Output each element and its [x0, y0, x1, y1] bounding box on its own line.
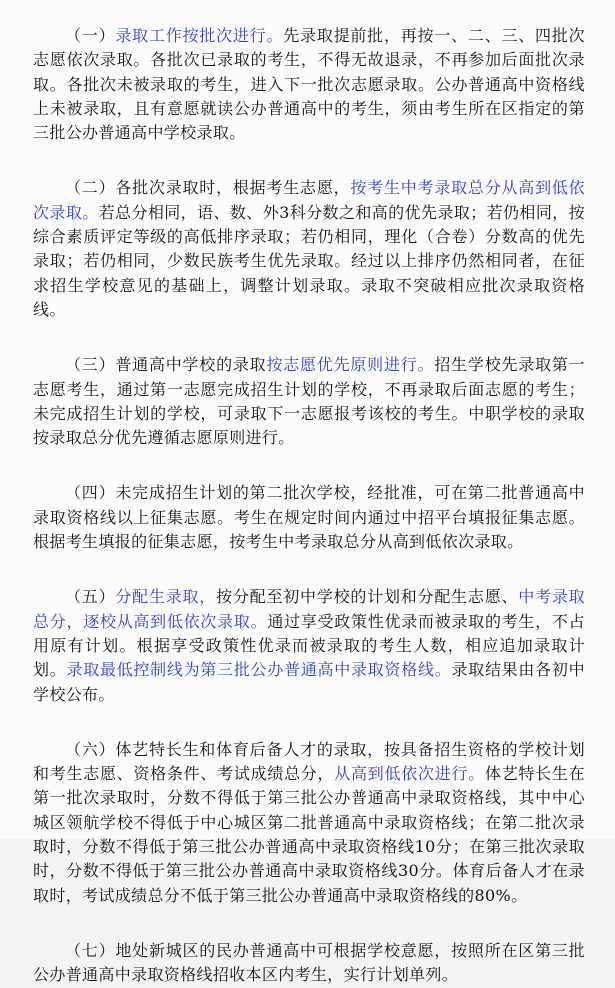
paragraph-3-highlight-1: 按志愿优先原则进行。 — [266, 355, 435, 375]
paragraph-5-highlight-3: 录取最低控制线为第三批公办普通高中录取资格线。 — [66, 660, 452, 680]
paragraph-5-highlight-1: 分配生录取， — [115, 587, 217, 607]
paragraph-4 — [33, 481, 585, 554]
paragraph-6 — [33, 738, 585, 908]
paragraph-5 — [33, 585, 585, 706]
paragraph-3-segment-1: （三）普通高中学校的录取 — [65, 355, 267, 375]
paragraph-1 — [33, 24, 585, 145]
paragraph-7-segment-1: （七）地处新城区的民办普通高中可根据学校意愿，按照所在区第三批公办普通高中录取资格线招收本区内考生，实行计划单列。 — [33, 940, 585, 985]
paragraph-1-segment-3: 先录取提前批，再按一、二、三、四批次志愿依次录取。各批次已录取的考生，不得无故退录，不再参加后面批次录取。各批次未被录取的考生，进入下一批次志愿录取。公办普通高中资格线上未被录取，且有意愿就读公办普通高中的考生，须由考生所在区指定的第三批公办普通高中学校录取。 — [33, 26, 585, 143]
paragraph-7 — [33, 939, 585, 988]
paragraph-2 — [33, 176, 585, 322]
paragraph-5-highlight-2: 中考录取总分，逐校从高到低依次录取。 — [33, 587, 585, 631]
paragraph-3 — [33, 353, 585, 450]
paragraph-6-segment-3: 体艺特长生在第一批次录取时，分数不得低于第三批公办普通高中录取资格线，其中中心城区领航学校不得低于中心城区第二批普通高中录取资格线；在第二批次录取时，分数不得低于第三批公办普通高中录取资格线10分；在第三批次录取时，分数不得低于第三批公办普通高中录取资格线30分。体育后备人才在录取时，考试成绩总分不低于第三批公办普通高中录取资格线的80%。 — [33, 764, 585, 905]
paragraph-5-segment-3: 按分配至初中学校的计划和分配生志愿、 — [216, 587, 519, 607]
paragraph-3-segment-3: 招生学校先录取第一志愿考生，通过第一志愿完成招生计划的学校，不再录取后面志愿的考生；未完成招生计划的学校，可录取下一志愿报考该校的考生。中职学校的录取按录取总分优先遵循志愿原则进行。 — [33, 355, 585, 448]
paragraph-6-highlight-1: 从高到低依次进行。 — [334, 764, 485, 784]
paragraph-2-segment-3: 若总分相同，语、数、外3科分数之和高的优先录取；若仍相同，按综合素质评定等级的高低排序录取；若仍相同，理化（合卷）分数高的优先录取；若仍相同，少数民族考生优先录取。经过以上排序仍然相同者，在征求招生学校意见的基础上，调整计划录取。录取不突破相应批次录取资格线。 — [33, 202, 585, 319]
paragraph-4-segment-1: （四）未完成招生计划的第二批次学校，经批准，可在第二批普通高中录取资格线以上征集志愿。考生在规定时间内通过中招平台填报征集志愿。根据考生填报的征集志愿，按考生中考录取总分从高到低依次录取。 — [33, 483, 585, 552]
paragraph-6-segment-1: （六）体艺特长生和体育后备人才的录取，按具备招生资格的学校计划和考生志愿、资格条件、考试成绩总分， — [33, 739, 585, 784]
paragraph-1-highlight-1: 录取工作按批次进行。 — [115, 26, 284, 45]
paragraph-2-segment-1: （二）各批次录取时，根据考生志愿， — [65, 178, 351, 198]
paragraph-2-highlight-1: 按考生中考录取总分从高到低依次录取。 — [33, 178, 586, 222]
paragraph-5-segment-5: 通过享受政策性优录而被录取的考生，不占用原有计划。根据享受政策性优录而被录取的考生人数，相应追加录取计划。 — [33, 611, 585, 680]
paragraph-1-segment-1: （一） — [65, 26, 116, 45]
paragraph-5-segment-1: （五） — [65, 587, 116, 607]
paragraph-5-segment-7: 录取结果由各初中学校公布。 — [33, 660, 585, 704]
